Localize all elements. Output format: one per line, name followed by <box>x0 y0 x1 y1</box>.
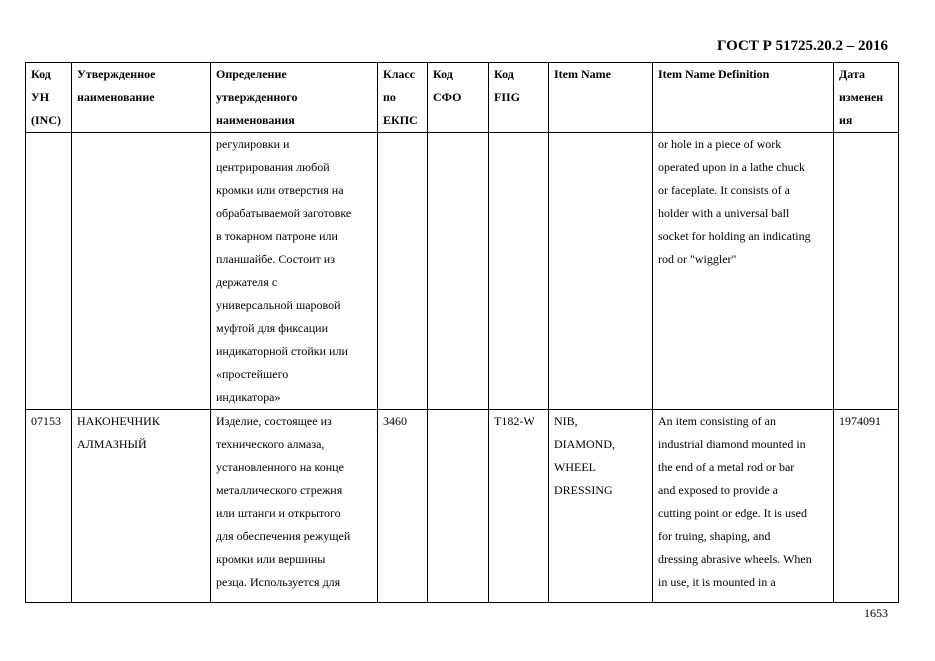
cell-definition-ru <box>211 410 378 603</box>
cell-text-line: кромки или вершины <box>216 552 326 566</box>
column-header-line: Код <box>494 67 514 81</box>
column-header-line: изменен <box>839 90 884 104</box>
column-header-line: утвержденного <box>216 90 298 104</box>
column-header-definition-ru <box>211 63 378 133</box>
column-header-line: ЕКПС <box>383 113 418 127</box>
catalog-table <box>25 62 899 603</box>
cell-text-line: центрирования любой <box>216 160 330 174</box>
cell-text-line: обрабатываемой заготовке <box>216 206 352 220</box>
cell-text-line: operated upon in a lathe chuck <box>658 160 805 174</box>
cell-code-un <box>26 410 72 603</box>
cell-text-line: and exposed to provide a <box>658 483 778 497</box>
column-header-item-name <box>549 63 653 133</box>
cell-text-line: установленного на конце <box>216 460 344 474</box>
cell-text-line: 3460 <box>383 414 407 428</box>
page-number: 1653 <box>864 606 888 620</box>
table-row <box>26 133 899 410</box>
cell-text-line: «простейшего <box>216 367 289 381</box>
cell-text-line: планшайбе. Состоит из <box>216 252 335 266</box>
table-body <box>26 133 899 603</box>
cell-code-un <box>26 133 72 410</box>
cell-text-line: in use, it is mounted in a <box>658 575 776 589</box>
cell-item-name <box>549 133 653 410</box>
cell-text-line: для обеспечения режущей <box>216 529 351 543</box>
column-header-line: Item Name Definition <box>658 67 770 81</box>
column-header-code-un <box>26 63 72 133</box>
cell-text-line: the end of a metal rod or bar <box>658 460 795 474</box>
cell-text-line: индикаторной стойки или <box>216 344 348 358</box>
cell-approved-name <box>72 133 211 410</box>
cell-text-line: holder with a universal ball <box>658 206 790 220</box>
cell-text-line: АЛМАЗНЫЙ <box>77 437 147 451</box>
cell-text-line: socket for holding an indicating <box>658 229 811 243</box>
cell-class-ekps <box>378 410 428 603</box>
cell-text-line: технического алмаза, <box>216 437 325 451</box>
cell-text-line: or hole in a piece of work <box>658 137 782 151</box>
column-header-line: наименование <box>77 90 155 104</box>
table-header-row <box>26 63 899 133</box>
cell-text-line: индикатора» <box>216 390 281 404</box>
cell-text-line: Изделие, состоящее из <box>216 414 332 428</box>
column-header-line: ия <box>839 113 853 127</box>
cell-text-line: держателя с <box>216 275 278 289</box>
column-header-line: Item Name <box>554 67 611 81</box>
column-header-line: Код <box>31 67 51 81</box>
cell-text-line: or faceplate. It consists of a <box>658 183 790 197</box>
column-header-line: Класс <box>383 67 416 81</box>
column-header-line: СФО <box>433 90 462 104</box>
cell-code-sfo <box>428 133 489 410</box>
column-header-code-sfo <box>428 63 489 133</box>
document-standard-header: ГОСТ Р 51725.20.2 – 2016 <box>716 38 888 54</box>
column-header-line: УН <box>31 90 50 104</box>
column-header-line: FIIG <box>494 90 521 104</box>
cell-text-line: регулировки и <box>216 137 290 151</box>
cell-class-ekps <box>378 133 428 410</box>
cell-text-line: DIAMOND, <box>554 437 615 451</box>
column-header-line: Код <box>433 67 453 81</box>
cell-text-line: 07153 <box>31 414 61 428</box>
cell-text-line: 1974091 <box>839 414 881 428</box>
cell-text-line: металлического стрежня <box>216 483 343 497</box>
cell-text-line: An item consisting of an <box>658 414 776 428</box>
cell-text-line: кромки или отверстия на <box>216 183 344 197</box>
cell-text-line: универсальной шаровой <box>216 298 341 312</box>
cell-text-line: муфтой для фиксации <box>216 321 328 335</box>
column-header-line: (INC) <box>31 113 61 127</box>
cell-text-line: rod or "wiggler" <box>658 252 737 266</box>
column-header-item-name-definition <box>653 63 834 133</box>
cell-text-line: NIB, <box>554 414 578 428</box>
cell-text-line: T182-W <box>494 414 535 428</box>
cell-text-line: cutting point or edge. It is used <box>658 506 807 520</box>
column-header-class-ekps <box>378 63 428 133</box>
cell-item-name <box>549 410 653 603</box>
cell-text-line: DRESSING <box>554 483 613 497</box>
cell-text-line: резца. Используется для <box>216 575 341 589</box>
cell-text-line: в токарном патроне или <box>216 229 338 243</box>
table-row <box>26 410 899 603</box>
column-header-line: наименования <box>216 113 295 127</box>
cell-code-fiig <box>489 410 549 603</box>
cell-date-changed <box>834 410 899 603</box>
column-header-line: по <box>383 90 396 104</box>
cell-item-name-definition <box>653 410 834 603</box>
cell-text-line: НАКОНЕЧНИК <box>77 414 160 428</box>
cell-text-line: dressing abrasive wheels. When <box>658 552 812 566</box>
cell-text-line: или штанги и открытого <box>216 506 341 520</box>
column-header-approved-name <box>72 63 211 133</box>
cell-text-line: industrial diamond mounted in <box>658 437 806 451</box>
cell-item-name-definition <box>653 133 834 410</box>
column-header-line: Дата <box>839 67 865 81</box>
cell-text-line: for truing, shaping, and <box>658 529 771 543</box>
cell-date-changed <box>834 133 899 410</box>
column-header-line: Определение <box>216 67 287 81</box>
cell-code-fiig <box>489 133 549 410</box>
column-header-date-changed <box>834 63 899 133</box>
column-header-line: Утвержденное <box>77 67 156 81</box>
cell-approved-name <box>72 410 211 603</box>
column-header-code-fiig <box>489 63 549 133</box>
cell-text-line: WHEEL <box>554 460 596 474</box>
cell-code-sfo <box>428 410 489 603</box>
cell-definition-ru <box>211 133 378 410</box>
